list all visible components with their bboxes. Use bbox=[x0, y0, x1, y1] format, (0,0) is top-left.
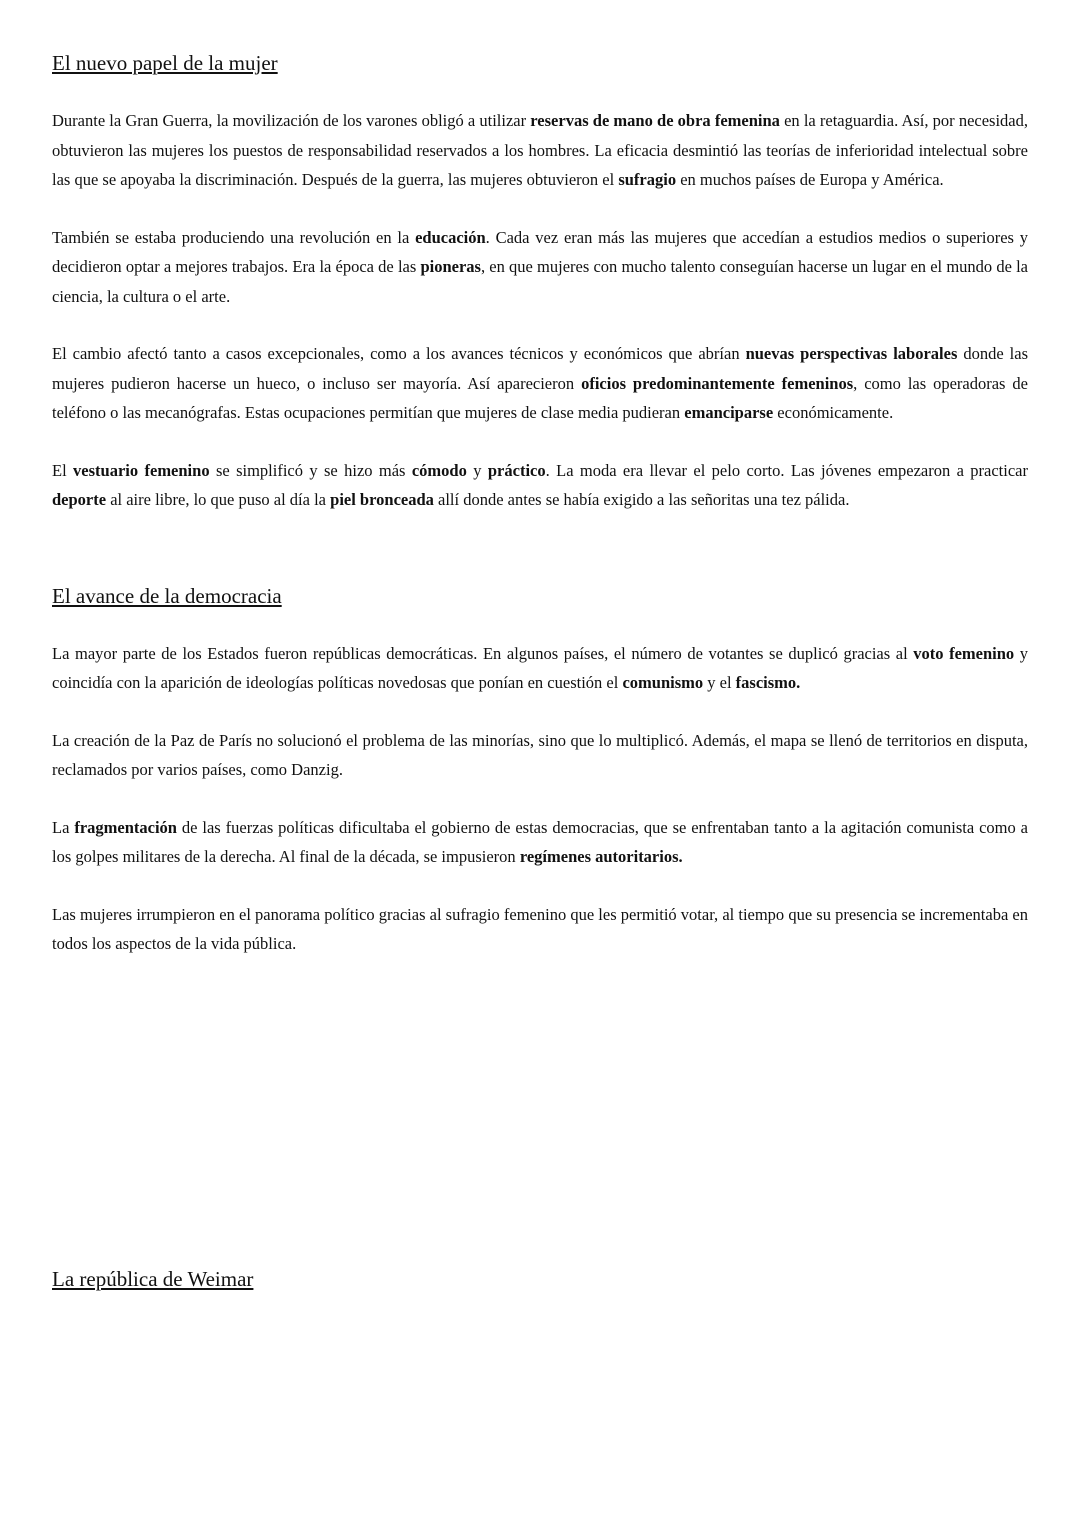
paragraph-fragmentacion: La fragmentación de las fuerzas políticas dificultaba el gobierno de estas democracias, que se enfrentaban tanto a la agitación comunista como a los golpes militares de la derecha. Al final de la década, se impusieron regímenes autoritarios. bbox=[52, 817, 1028, 866]
section-republica-weimar bbox=[52, 1264, 1028, 1294]
paragraph-mano-de-obra: Durante la Gran Guerra, la movilización de los varones obligó a utilizar reservas de mano de obra femenina en la retaguardia. Así, por necesidad, obtuvieron las mujeres los puestos de responsabilidad reservados a los hombres. La eficacia desmintió las teorías de inferioridad intelectual sobre las que se apoyaba la discriminación. Después de la guerra, las mujeres obtuvieron el sufragio en muchos países de Europa y América. bbox=[52, 111, 1028, 189]
paragraph-voto-femenino: La mayor parte de los Estados fueron repúblicas democráticas. En algunos países, el número de votantes se duplicó gracias al voto femenino y coincidía con la aparición de ideologías políticas novedosas que ponían en cuestión el comunismo y el fascismo. bbox=[52, 643, 1028, 692]
section-heading-avance-democracia: El avance de la democracia bbox=[52, 583, 282, 608]
section-avance-democracia bbox=[52, 581, 1028, 959]
paragraph-paz-de-paris: La creación de la Paz de París no solucionó el problema de las minorías, sino que lo multiplicó. Además, el mapa se llenó de territorios en disputa, reclamados por varios países, como Danzig. bbox=[52, 730, 1028, 779]
paragraph-perspectivas-laborales: El cambio afectó tanto a casos excepcionales, como a los avances técnicos y económicos que abrían nuevas perspectivas laborales donde las mujeres pudieron hacerse un hueco, o incluso ser mayoría. Así aparecieron oficios predominantemente femeninos, como las operadoras de teléfono o las mecanógrafas. Estas ocupaciones permitían que mujeres de clase media pudieran emanciparse económicamente. bbox=[52, 344, 1028, 422]
section-heading-nuevo-papel: El nuevo papel de la mujer bbox=[52, 51, 278, 75]
paragraph-vestuario-femenino: El vestuario femenino se simplificó y se hizo más cómodo y práctico. La moda era llevar el pelo corto. Las jóvenes empezaron a practicar deporte al aire libre, lo que puso al día la piel bronceada allí donde antes se había exigido a las señoritas una tez pálida. bbox=[52, 460, 1028, 509]
section-heading-republica-weimar: La república de Weimar bbox=[52, 1266, 254, 1291]
paragraph-educacion: También se estaba produciendo una revolución en la educación. Cada vez eran más las mujeres que accedían a estudios medios o superiores y decidieron optar a mejores trabajos. Era la época de las pioneras, en que mujeres con mucho talento conseguían hacerse un lugar en el mundo de la ciencia, la cultura o el arte. bbox=[52, 227, 1028, 306]
section-nuevo-papel-de-la-mujer bbox=[52, 48, 1028, 515]
paragraph-panorama-politico: Las mujeres irrumpieron en el panorama político gracias al sufragio femenino que les permitió votar, al tiempo que su presencia se incrementaba en todos los aspectos de la vida pública. bbox=[52, 904, 1028, 953]
